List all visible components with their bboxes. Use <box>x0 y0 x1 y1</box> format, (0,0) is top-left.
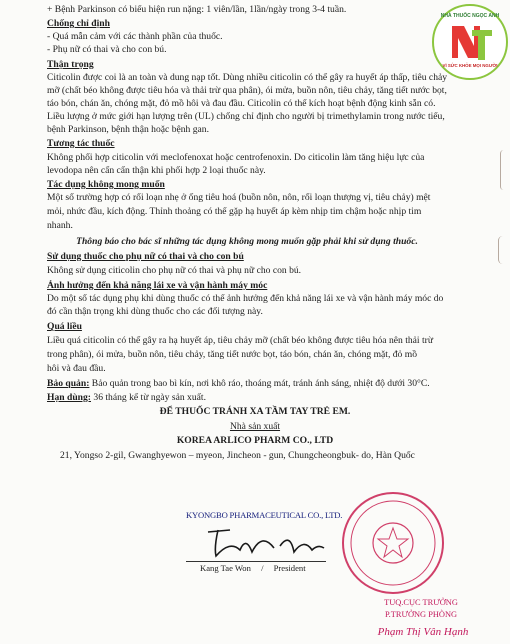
side-effects-line: Một số trường hợp có rối loạn nhẹ ở ống tiêu hoá (buồn nôn, nôn, rối loạn thượng vị, tiêu chảy) mệt <box>47 192 431 203</box>
precautions-line: Citicolin được coi là an toàn và dung nạp tốt. Dùng nhiều citicolin có thể gây ra huyết áp thấp, tiêu chảy <box>47 72 448 83</box>
side-effects-notice: Thông báo cho bác sĩ những tác dụng không mong muốn gặp phải khi sử dụng thuốc. <box>76 236 418 247</box>
contraindication-item: - Quá mẫn cảm với các thành phần của thuốc. <box>47 31 223 42</box>
precautions-line: bệnh Parkinson, bệnh thận hoặc bệnh gan. <box>47 124 209 135</box>
side-effects-line: mỏi, nhức đầu, kích động. Thỉnh thoảng có thể gặp hạ huyết áp kèm nhịp tim chậm hoặc nhịp tim <box>47 206 422 217</box>
interactions-line: Không phối hợp citicolin với meclofenoxat hoặc centrofenoxin. Do citicolin làm tăng hiệu lực của <box>47 152 425 163</box>
contraindications-heading: Chống chỉ định <box>47 18 110 29</box>
approval-line-2: P.TRƯỞNG PHÒNG <box>384 610 458 619</box>
side-effects-heading: Tác dụng không mong muốn <box>47 179 165 190</box>
precautions-line: táo bón, chán ăn, chóng mặt, đỏ mồ hôi và đau đầu. Citicolin có thể kích hoạt bệnh động kinh sẵn có. <box>47 98 436 109</box>
precautions-line: mỡ (chất béo không được tiêu hóa và thải trừ qua phân), ói mửa, buồn nôn, tiêu chảy, tăng tiết nước bọt, <box>47 85 447 96</box>
interactions-heading: Tương tác thuốc <box>47 138 115 149</box>
storage-text: Bảo quản trong bao bì kín, nơi khô ráo, thoáng mát, tránh ánh sáng, nhiệt độ dưới 30°C. <box>89 378 430 389</box>
contraindication-item: - Phụ nữ có thai và cho con bú. <box>47 44 167 55</box>
precautions-heading: Thận trọng <box>47 59 94 70</box>
dosage-line: + Bệnh Parkinson có biểu hiện run nặng: 1 viên/lần, 1lần/ngày trong 3-4 tuần. <box>47 4 347 15</box>
shelf-life-text: 36 tháng kể từ ngày sản xuất. <box>91 392 206 403</box>
driving-line: đó cần thận trọng khi dùng thuốc cho các đối tượng này. <box>47 306 263 317</box>
overdose-line: trong phân), ói mửa, buồn nôn, tiêu chảy, tăng tiết nước bọt, táo bón, chán ăn, chóng mặt, đỏ mồ <box>47 349 418 360</box>
storage-label: Bảo quản: <box>47 378 90 389</box>
logo-bottom-text: VÌ SỨC KHỎE MỌI NGƯỜI <box>442 63 498 68</box>
overdose-line: Liều quá citicolin có thể gây ra hạ huyết áp, tiêu chảy mỡ (chất béo không được tiêu hóa nên thải trừ <box>47 335 434 346</box>
signature-scribble <box>200 522 330 562</box>
margin-mark <box>498 236 507 264</box>
manufacturer-address: 21, Yongso 2-gil, Gwanghyewon – myeon, Jincheon - gun, Chungcheongbuk- do, Hàn Quốc <box>60 450 415 461</box>
shelf-life-label: Hạn dùng: <box>47 392 91 403</box>
overdose-heading: Quá liều <box>47 321 82 332</box>
precautions-line: Liều lượng ở mức giới hạn lượng trên (UL) chống chỉ định cho người bị trimethylamin trong nước tiểu, <box>47 111 445 122</box>
signature-company: KYONGBO PHARMACEUTICAL CO., LTD. <box>186 510 343 520</box>
driving-line: Do một số tác dụng phụ khi dùng thuốc có thể ảnh hưởng đến khả năng lái xe và vận hành máy móc do <box>47 293 444 304</box>
approval-line-1: TUQ.CỤC TRƯỞNG <box>384 598 458 607</box>
storage-row <box>47 377 430 390</box>
logo-top-text: NHÀ THUỐC NGỌC ANH <box>440 13 500 19</box>
overdose-line: hôi và đau đầu. <box>47 363 106 374</box>
manufacturer-label: Nhà sản xuất <box>229 421 281 432</box>
approval-signer-name: Phạm Thị Vân Hạnh <box>377 626 469 638</box>
signer-name: Kang Tae Won <box>200 563 251 573</box>
signer-title: President <box>273 563 306 573</box>
side-effects-line: nhanh. <box>47 220 73 231</box>
pregnancy-text: Không sử dụng citicolin cho phụ nữ có thai và phụ nữ cho con bú. <box>47 265 302 276</box>
margin-mark <box>500 150 507 190</box>
signature-line <box>186 561 326 562</box>
interactions-line: levodopa nên cẩn cẩn thận khi phối hợp 2 loại thuốc này. <box>47 165 266 176</box>
official-stamp-seal <box>338 488 448 598</box>
pregnancy-heading: Sử dụng thuốc cho phụ nữ có thai và cho con bú <box>47 251 244 262</box>
signer-row <box>200 563 306 573</box>
manufacturer-name: KOREA ARLICO PHARM CO., LTD <box>176 435 334 446</box>
driving-heading: Ảnh hưởng đến khả năng lái xe và vận hành máy móc <box>47 280 268 291</box>
pharmacy-logo <box>432 4 508 80</box>
keep-away-warning: ĐỂ THUỐC TRÁNH XA TẦM TAY TRẺ EM. <box>159 406 351 417</box>
signer-separator: / <box>261 563 264 573</box>
shelf-life-row <box>47 391 206 404</box>
